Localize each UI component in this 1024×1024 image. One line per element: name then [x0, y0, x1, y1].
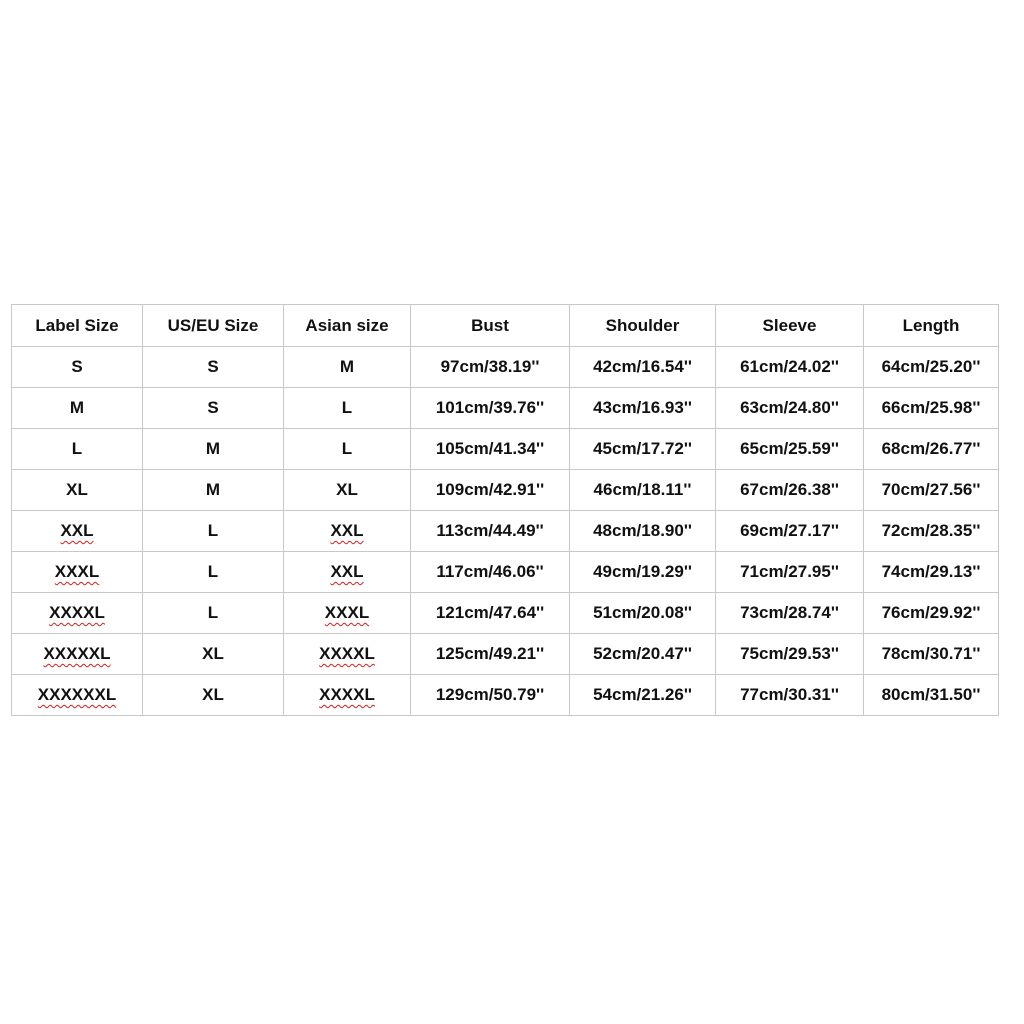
cell-asian-size: [284, 511, 411, 552]
header-us-eu-size: US/EU Size: [143, 305, 284, 347]
table-row: [12, 552, 999, 593]
cell-length: 74cm/29.13'': [864, 552, 999, 593]
cell-asian-size: [284, 552, 411, 593]
size-chart-table: [11, 304, 999, 716]
table-row: [12, 470, 999, 511]
cell-sleeve: 65cm/25.59'': [716, 429, 864, 470]
cell-bust: 117cm/46.06'': [411, 552, 570, 593]
cell-shoulder: 49cm/19.29'': [570, 552, 716, 593]
cell-sleeve: 73cm/28.74'': [716, 593, 864, 634]
cell-bust: 97cm/38.19'': [411, 347, 570, 388]
cell-label-size: [12, 675, 143, 716]
cell-sleeve: 75cm/29.53'': [716, 634, 864, 675]
cell-us-eu-size: M: [143, 470, 284, 511]
table-row: [12, 675, 999, 716]
cell-label-size: M: [12, 388, 143, 429]
cell-asian-size: M: [284, 347, 411, 388]
table-row: [12, 634, 999, 675]
cell-text: XXXL: [324, 603, 370, 622]
cell-label-size: [12, 593, 143, 634]
cell-asian-size: L: [284, 388, 411, 429]
cell-shoulder: 51cm/20.08'': [570, 593, 716, 634]
cell-asian-size: [284, 634, 411, 675]
cell-label-size: [12, 634, 143, 675]
cell-bust: 101cm/39.76'': [411, 388, 570, 429]
cell-sleeve: 63cm/24.80'': [716, 388, 864, 429]
table-row: [12, 388, 999, 429]
cell-us-eu-size: XL: [143, 675, 284, 716]
table-row: [12, 347, 999, 388]
cell-length: 68cm/26.77'': [864, 429, 999, 470]
cell-label-size: [12, 511, 143, 552]
cell-bust: 129cm/50.79'': [411, 675, 570, 716]
cell-bust: 109cm/42.91'': [411, 470, 570, 511]
cell-asian-size: XL: [284, 470, 411, 511]
cell-shoulder: 54cm/21.26'': [570, 675, 716, 716]
cell-label-size: XL: [12, 470, 143, 511]
table-header: [12, 305, 999, 347]
cell-asian-size: [284, 593, 411, 634]
cell-text: XXL: [330, 562, 364, 581]
cell-text: XXL: [330, 521, 364, 540]
header-row: [12, 305, 999, 347]
cell-length: 80cm/31.50'': [864, 675, 999, 716]
cell-bust: 113cm/44.49'': [411, 511, 570, 552]
cell-label-size: [12, 552, 143, 593]
cell-bust: 125cm/49.21'': [411, 634, 570, 675]
cell-shoulder: 45cm/17.72'': [570, 429, 716, 470]
header-bust: Bust: [411, 305, 570, 347]
table-body: [12, 347, 999, 716]
cell-us-eu-size: M: [143, 429, 284, 470]
table-row: [12, 429, 999, 470]
cell-sleeve: 71cm/27.95'': [716, 552, 864, 593]
table-row: [12, 511, 999, 552]
cell-text: XXXXL: [49, 603, 105, 622]
cell-asian-size: L: [284, 429, 411, 470]
cell-label-size: S: [12, 347, 143, 388]
cell-length: 66cm/25.98'': [864, 388, 999, 429]
cell-us-eu-size: S: [143, 347, 284, 388]
cell-shoulder: 48cm/18.90'': [570, 511, 716, 552]
cell-length: 64cm/25.20'': [864, 347, 999, 388]
table-row: [12, 593, 999, 634]
cell-text: XXL: [60, 521, 94, 540]
cell-length: 76cm/29.92'': [864, 593, 999, 634]
cell-shoulder: 43cm/16.93'': [570, 388, 716, 429]
cell-text: XXXXXXL: [37, 685, 117, 704]
header-sleeve: Sleeve: [716, 305, 864, 347]
cell-text: XXXL: [54, 562, 100, 581]
cell-us-eu-size: S: [143, 388, 284, 429]
cell-label-size: L: [12, 429, 143, 470]
cell-sleeve: 69cm/27.17'': [716, 511, 864, 552]
cell-length: 78cm/30.71'': [864, 634, 999, 675]
cell-sleeve: 77cm/30.31'': [716, 675, 864, 716]
cell-shoulder: 52cm/20.47'': [570, 634, 716, 675]
cell-us-eu-size: L: [143, 593, 284, 634]
cell-sleeve: 61cm/24.02'': [716, 347, 864, 388]
header-length: Length: [864, 305, 999, 347]
cell-us-eu-size: L: [143, 511, 284, 552]
cell-us-eu-size: XL: [143, 634, 284, 675]
cell-text: XXXXL: [319, 685, 375, 704]
header-shoulder: Shoulder: [570, 305, 716, 347]
cell-shoulder: 46cm/18.11'': [570, 470, 716, 511]
cell-shoulder: 42cm/16.54'': [570, 347, 716, 388]
cell-bust: 121cm/47.64'': [411, 593, 570, 634]
cell-bust: 105cm/41.34'': [411, 429, 570, 470]
header-label-size: Label Size: [12, 305, 143, 347]
cell-us-eu-size: L: [143, 552, 284, 593]
cell-length: 70cm/27.56'': [864, 470, 999, 511]
cell-sleeve: 67cm/26.38'': [716, 470, 864, 511]
cell-text: XXXXL: [319, 644, 375, 663]
cell-asian-size: [284, 675, 411, 716]
cell-length: 72cm/28.35'': [864, 511, 999, 552]
cell-text: XXXXXL: [43, 644, 111, 663]
header-asian-size: Asian size: [284, 305, 411, 347]
